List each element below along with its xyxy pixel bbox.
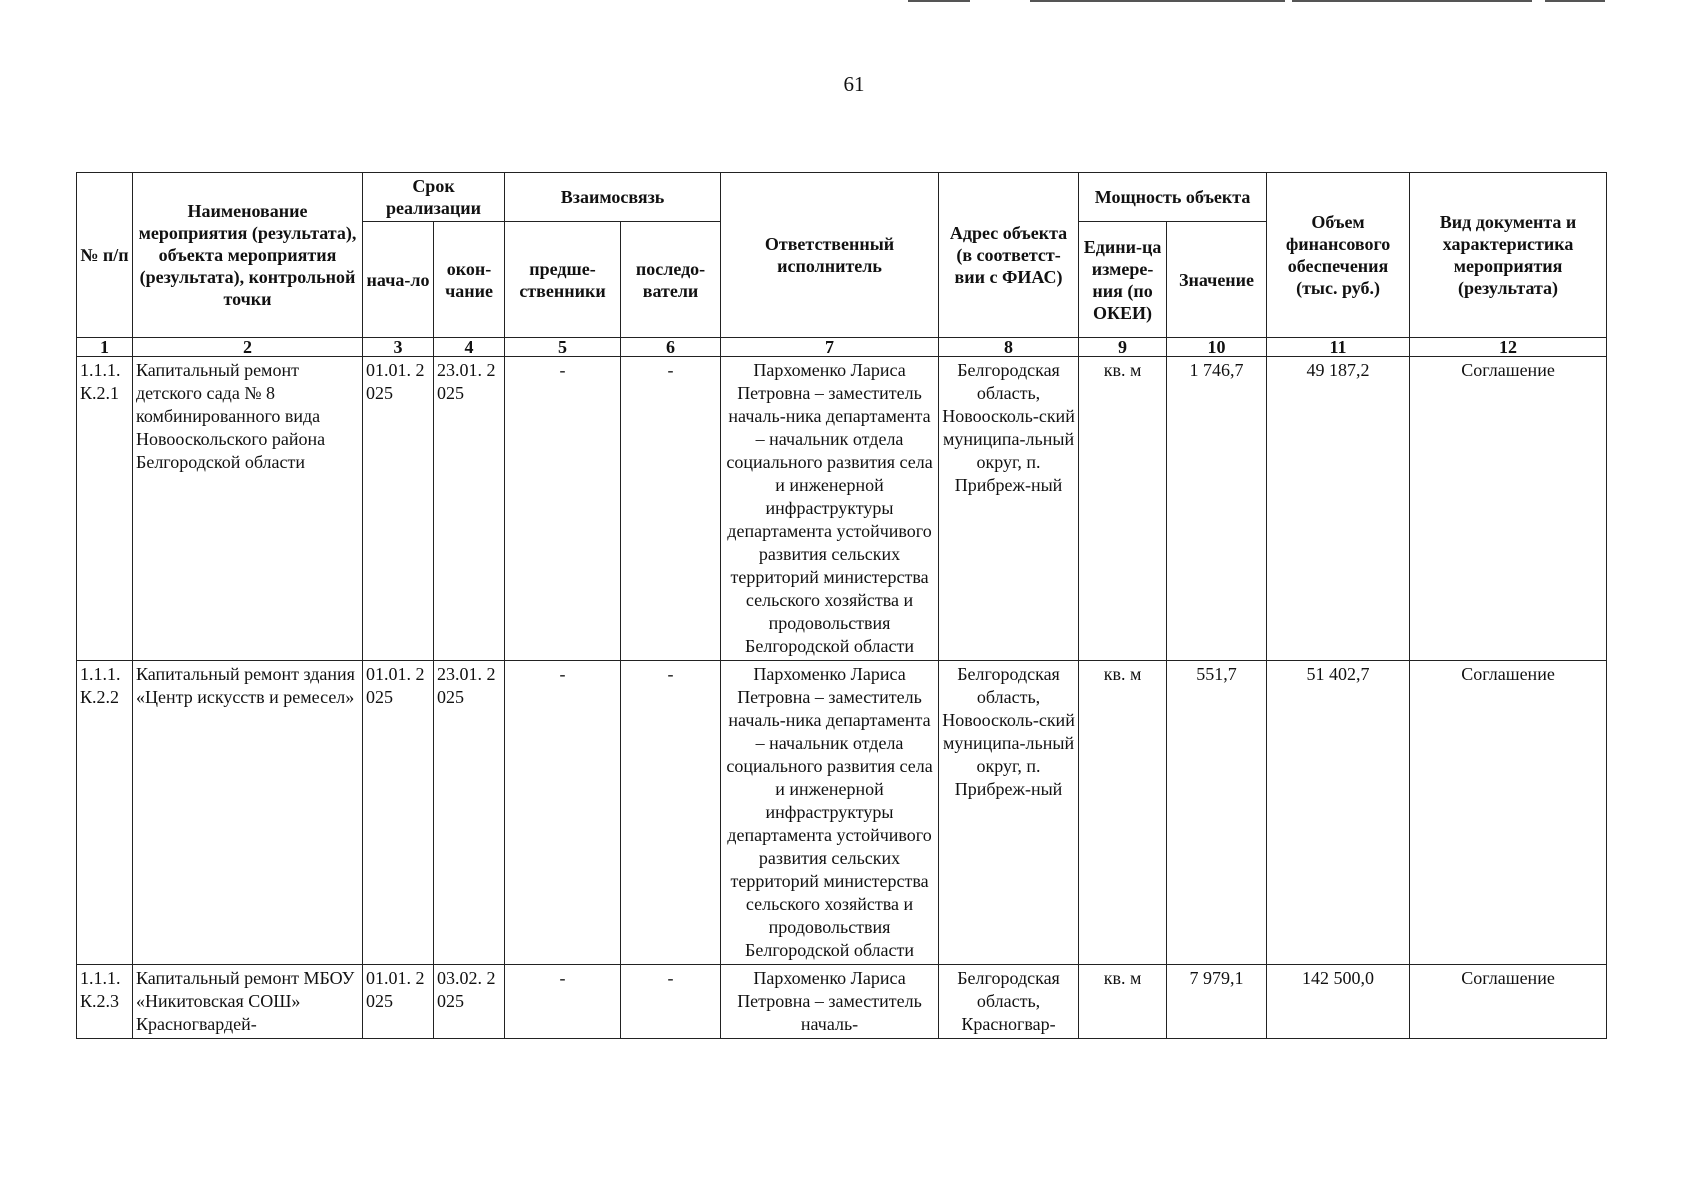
cell-doc: Соглашение [1410, 357, 1607, 661]
column-number: 7 [721, 338, 939, 357]
cell-doc: Соглашение [1410, 661, 1607, 965]
cell-end: 23.01. 2025 [434, 661, 505, 965]
cell-address: Белгородская область, Новоосколь-ский муниципа-льный округ, п. Прибреж-ный [939, 357, 1079, 661]
table-row [77, 965, 1607, 1039]
cell-unit: кв. м [1079, 965, 1167, 1039]
cell-unit: кв. м [1079, 661, 1167, 965]
cell-no: 1.1.1. К.2.2 [77, 661, 133, 965]
header-doc: Вид документа и характеристика мероприятия (результата) [1410, 173, 1607, 338]
cell-prev: - [505, 357, 621, 661]
column-number: 3 [363, 338, 434, 357]
cell-unit: кв. м [1079, 357, 1167, 661]
cell-prev: - [505, 965, 621, 1039]
column-number: 12 [1410, 338, 1607, 357]
header-relation: Взаимосвязь [505, 173, 721, 222]
cell-start: 01.01. 2025 [363, 965, 434, 1039]
cell-name: Капитальный ремонт МБОУ «Никитовская СОШ» Красногвардей- [133, 965, 363, 1039]
header-period: Срок реализации [363, 173, 505, 222]
cell-end: 03.02. 2025 [434, 965, 505, 1039]
cell-finance: 51 402,7 [1267, 661, 1410, 965]
cell-value: 551,7 [1167, 661, 1267, 965]
cell-executor: Пархоменко Лариса Петровна – заместитель началь-ника департамента – начальник отдела социального развития села и инженерной инфраструктуры департамента устойчивого развития сельских территорий министерства сельского хозяйства и продовольствия Белгородской области [721, 357, 939, 661]
cell-address: Белгородская область, Красногвар- [939, 965, 1079, 1039]
cell-start: 01.01. 2025 [363, 357, 434, 661]
cell-next: - [621, 965, 721, 1039]
column-number: 8 [939, 338, 1079, 357]
cell-finance: 142 500,0 [1267, 965, 1410, 1039]
column-number: 1 [77, 338, 133, 357]
cell-executor: Пархоменко Лариса Петровна – заместитель началь- [721, 965, 939, 1039]
cell-next: - [621, 357, 721, 661]
cell-name: Капитальный ремонт детского сада № 8 комбинированного вида Новооскольского района Белгородской области [133, 357, 363, 661]
header-capacity-unit: Едини-ца измере-ния (по ОКЕИ) [1079, 222, 1167, 338]
activities-table [76, 172, 1607, 1039]
header-capacity-value: Значение [1167, 222, 1267, 338]
cell-name: Капитальный ремонт здания «Центр искусств и ремесел» [133, 661, 363, 965]
header-finance: Объем финансового обеспечения (тыс. руб.) [1267, 173, 1410, 338]
column-number: 11 [1267, 338, 1410, 357]
header-address: Адрес объекта (в соответст-вии с ФИАС) [939, 173, 1079, 338]
table-row [77, 357, 1607, 661]
header-relation-prev: предше-ственники [505, 222, 621, 338]
page-number: 61 [843, 72, 865, 96]
cell-end: 23.01. 2025 [434, 357, 505, 661]
header-no: № п/п [77, 173, 133, 338]
top-rule-1 [908, 0, 970, 2]
top-rule-3 [1292, 0, 1532, 2]
cell-value: 7 979,1 [1167, 965, 1267, 1039]
cell-executor: Пархоменко Лариса Петровна – заместитель началь-ника департамента – начальник отдела социального развития села и инженерной инфраструктуры департамента устойчивого развития сельских территорий министерства сельского хозяйства и продовольствия Белгородской области [721, 661, 939, 965]
column-number: 4 [434, 338, 505, 357]
column-number: 6 [621, 338, 721, 357]
column-number: 2 [133, 338, 363, 357]
header-name: Наименование мероприятия (результата), объекта мероприятия (результата), контрольной точки [133, 173, 363, 338]
cell-start: 01.01. 2025 [363, 661, 434, 965]
top-rule-4 [1545, 0, 1605, 2]
cell-next: - [621, 661, 721, 965]
header-relation-next: последо-ватели [621, 222, 721, 338]
header-executor: Ответственный исполнитель [721, 173, 939, 338]
cell-address: Белгородская область, Новоосколь-ский муниципа-льный округ, п. Прибреж-ный [939, 661, 1079, 965]
column-number: 10 [1167, 338, 1267, 357]
table-row [77, 661, 1607, 965]
cell-doc: Соглашение [1410, 965, 1607, 1039]
top-rule-2 [1030, 0, 1285, 2]
cell-value: 1 746,7 [1167, 357, 1267, 661]
column-number: 5 [505, 338, 621, 357]
column-number: 9 [1079, 338, 1167, 357]
cell-no: 1.1.1. К.2.3 [77, 965, 133, 1039]
cell-prev: - [505, 661, 621, 965]
cell-finance: 49 187,2 [1267, 357, 1410, 661]
header-period-start: нача-ло [363, 222, 434, 338]
header-period-end: окон-чание [434, 222, 505, 338]
cell-no: 1.1.1. К.2.1 [77, 357, 133, 661]
header-capacity: Мощность объекта [1079, 173, 1267, 222]
